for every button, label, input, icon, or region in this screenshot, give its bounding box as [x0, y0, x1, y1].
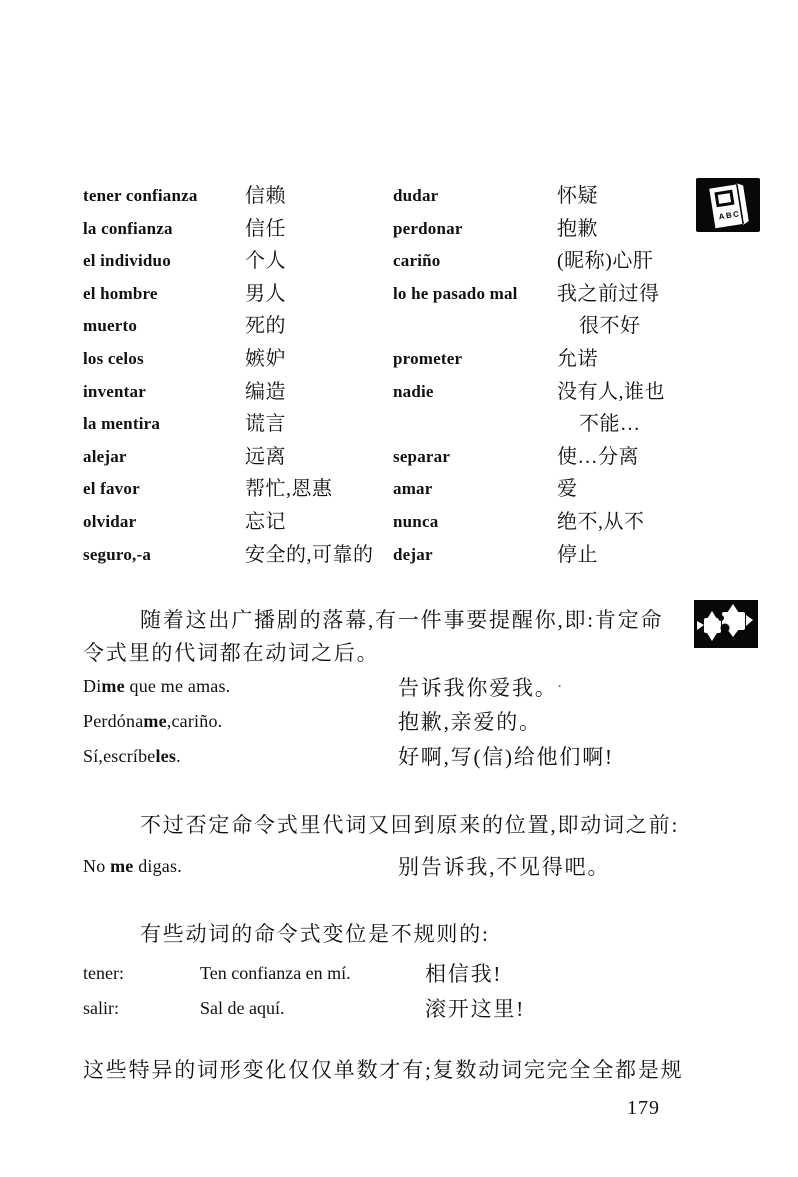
vocab-es: prometer [393, 348, 463, 368]
example-chinese: 别告诉我,不见得吧。 [398, 855, 611, 879]
irregular-verb: tener: [83, 963, 124, 983]
vocab-zh: 我之前过得 [557, 282, 660, 305]
vocab-zh: 允诺 [557, 347, 598, 370]
paragraph-1-line-2: 令式里的代词都在动词之后。 [83, 641, 380, 665]
vocab-zh: 男人 [245, 282, 286, 305]
vocab-es: alejar [83, 446, 127, 466]
paragraph-1-line-1: 随着这出广播剧的落幕,有一件事要提醒你,即:肯定命 [140, 608, 664, 632]
example-row-negative [83, 856, 763, 886]
vocab-es: el favor [83, 479, 140, 499]
irregular-row [83, 998, 763, 1028]
dictionary-icon [696, 178, 760, 232]
example-spanish: Dime que me amas. [83, 676, 231, 696]
vocab-es: amar [393, 479, 433, 499]
vocab-zh: (昵称)心肝 [557, 250, 654, 273]
vocab-zh: 忘记 [245, 510, 286, 533]
vocab-es [393, 408, 557, 441]
vocab-zh: 使…分离 [557, 445, 639, 468]
vocab-es: separar [393, 446, 451, 466]
vocab-zh: 帮忙,恩惠 [245, 478, 333, 501]
vocab-es: olvidar [83, 511, 137, 531]
vocab-zh: 停止 [557, 543, 598, 566]
example-spanish: Perdóname,cariño. [83, 711, 223, 731]
vocab-es: lo he pasado mal [393, 283, 518, 303]
paragraph-3: 有些动词的命令式变位是不规则的: [140, 922, 490, 946]
vocab-zh: 谎言 [245, 413, 286, 436]
vocab-zh-cont: 很不好 [579, 315, 641, 338]
page-number: 179 [627, 1097, 660, 1119]
stray-dot-mark: · [557, 679, 564, 695]
vocab-zh-cont: 不能… [579, 413, 641, 436]
example-row [83, 711, 763, 741]
vocab-es: dejar [393, 544, 433, 564]
vocab-table [83, 180, 731, 571]
vocab-zh: 嫉妒 [245, 347, 286, 370]
vocab-es: seguro,-a [83, 544, 152, 564]
irregular-spanish: Ten confianza en mí. [200, 963, 351, 983]
irregular-spanish: Sal de aquí. [200, 998, 285, 1018]
vocab-es: nadie [393, 381, 434, 401]
vocab-es: los celos [83, 348, 144, 368]
irregular-row [83, 963, 763, 993]
vocab-es [393, 310, 557, 343]
vocab-zh: 编造 [245, 380, 286, 403]
vocab-zh: 信任 [245, 217, 286, 240]
vocab-es: inventar [83, 381, 146, 401]
puzzle-icon [694, 600, 758, 648]
example-row [83, 676, 763, 706]
vocab-zh: 信赖 [245, 185, 286, 207]
example-chinese: 告诉我你爱我。 · [398, 676, 564, 700]
vocab-zh: 绝不,从不 [557, 510, 645, 533]
vocab-es: muerto [83, 316, 138, 336]
vocab-es: cariño [393, 251, 441, 271]
vocab-zh: 没有人,谁也 [557, 380, 665, 403]
irregular-verb: salir: [83, 998, 119, 1018]
vocab-zh: 安全的,可靠的 [245, 543, 374, 566]
vocab-es: el hombre [83, 283, 158, 303]
example-chinese: 抱歉,亲爱的。 [398, 710, 542, 734]
example-spanish: No me digas. [83, 856, 182, 876]
vocab-es: dudar [393, 186, 439, 205]
irregular-chinese: 滚开这里! [425, 997, 525, 1021]
paragraph-4: 这些特异的词形变化仅仅单数才有;复数动词完完全全都是规 [83, 1058, 684, 1082]
vocab-es: la confianza [83, 218, 173, 238]
vocab-zh: 个人 [245, 250, 286, 273]
vocab-zh: 远离 [245, 445, 286, 468]
irregular-chinese: 相信我! [425, 962, 503, 986]
example-chinese: 好啊,写(信)给他们啊! [398, 745, 614, 769]
vocab-es: perdonar [393, 218, 463, 238]
vocab-zh: 爱 [557, 478, 578, 501]
vocab-es: el individuo [83, 251, 171, 271]
vocab-zh: 死的 [245, 315, 286, 338]
vocab-es: la mentira [83, 414, 161, 434]
dictionary-icon-label: ABC [718, 209, 742, 222]
paragraph-2: 不过否定命令式里代词又回到原来的位置,即动词之前: [140, 813, 680, 837]
vocab-es: nunca [393, 511, 439, 531]
vocab-es: tener confianza [83, 186, 198, 205]
example-row [83, 746, 763, 776]
vocab-zh: 怀疑 [557, 185, 598, 207]
vocab-zh: 抱歉 [557, 217, 598, 240]
example-spanish: Sí,escríbeles. [83, 746, 181, 766]
